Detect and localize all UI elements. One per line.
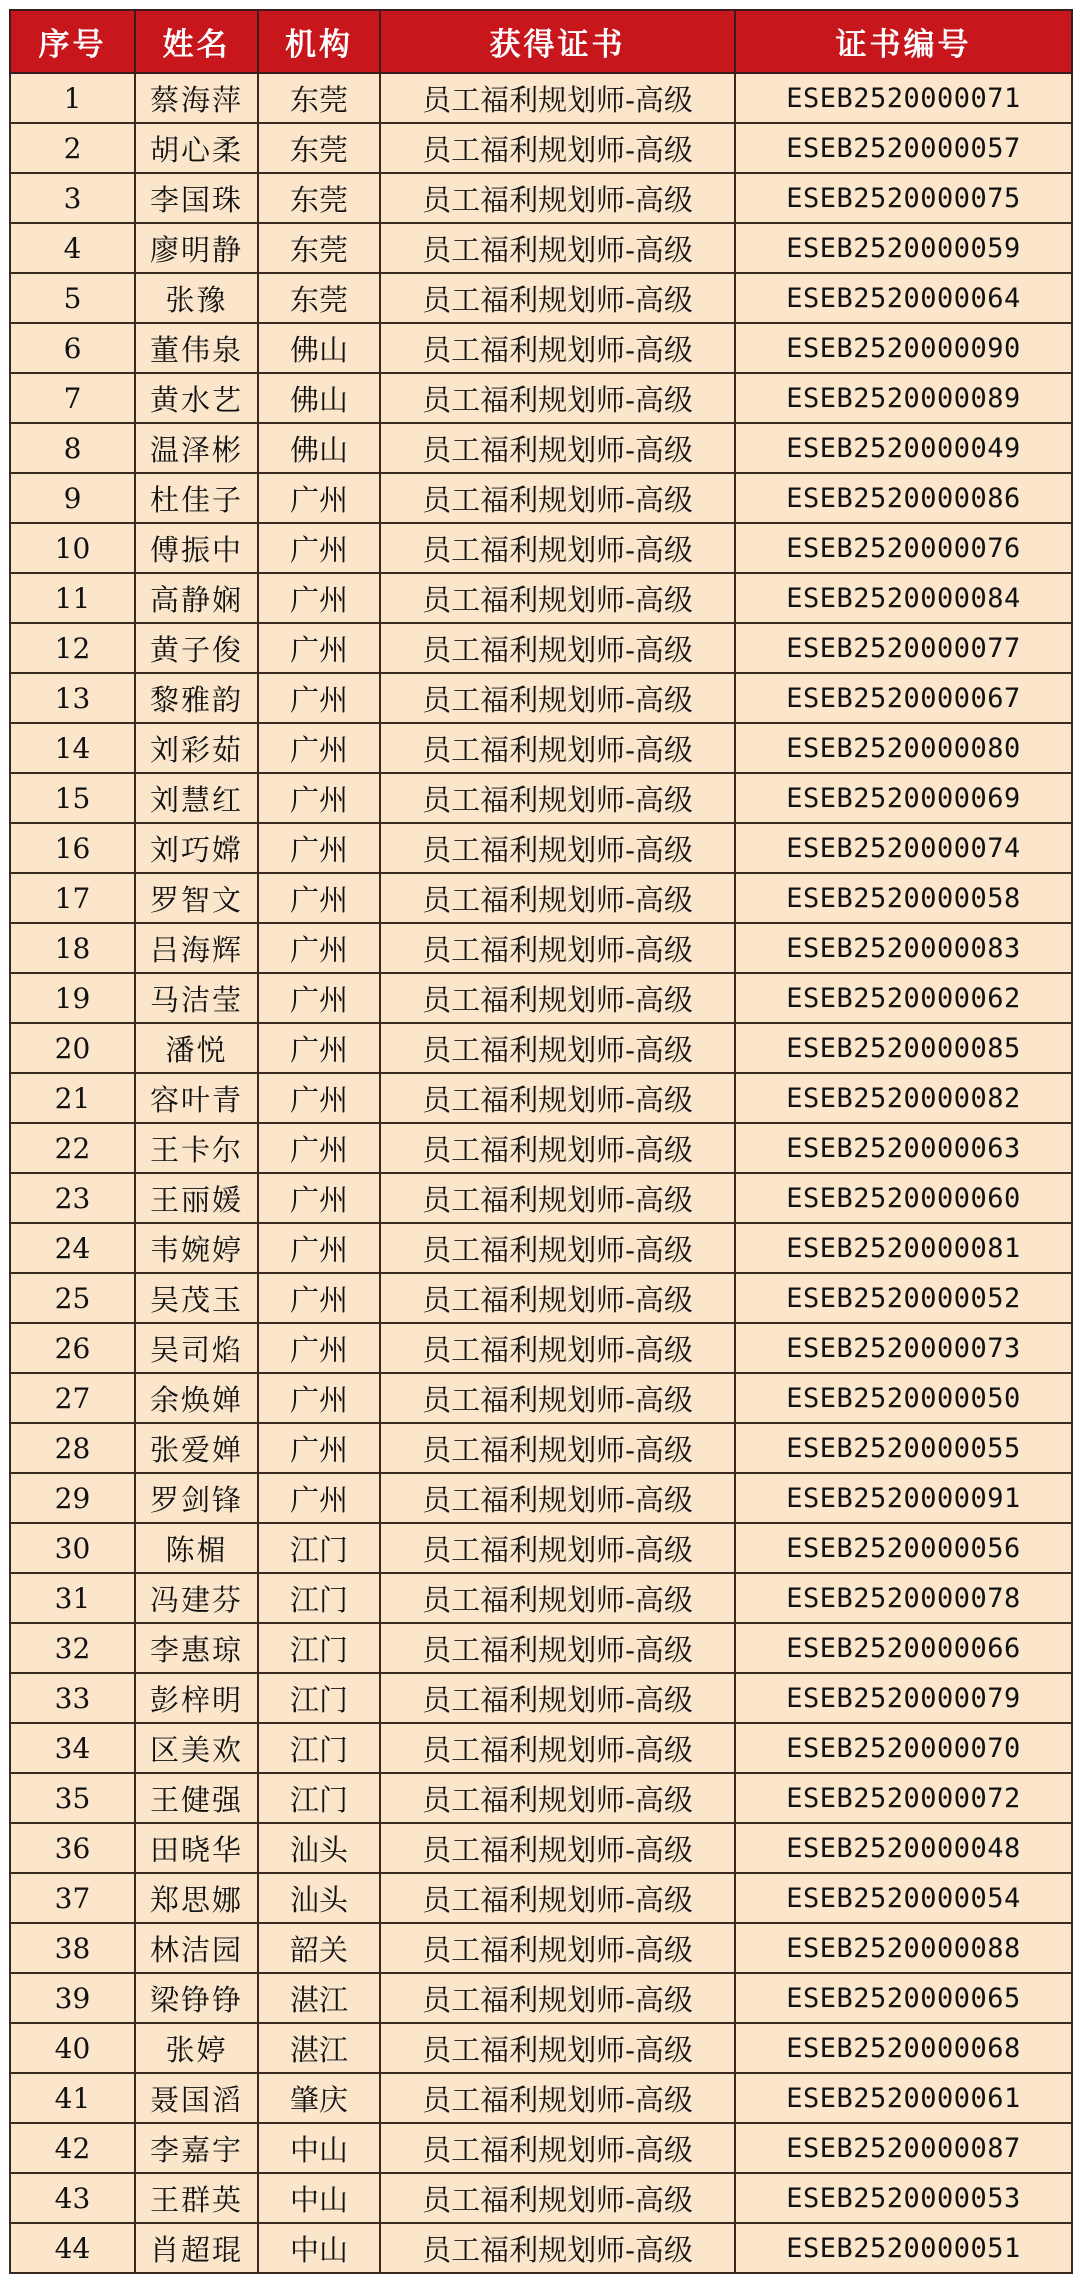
cell-certificate: 员工福利规划师-高级 (380, 1523, 735, 1573)
cell-certificate: 员工福利规划师-高级 (380, 1023, 735, 1073)
cell-name: 王卡尔 (135, 1123, 258, 1173)
cell-certificate: 员工福利规划师-高级 (380, 1273, 735, 1323)
table-header (10, 10, 1072, 73)
cell-certificate: 员工福利规划师-高级 (380, 2173, 735, 2223)
table-row (10, 123, 1072, 173)
cell-name: 刘慧红 (135, 773, 258, 823)
cell-name: 余焕婵 (135, 1373, 258, 1423)
cell-certificate-number: ESEB2520000078 (735, 1573, 1072, 1623)
cell-index: 32 (10, 1623, 135, 1673)
table-row (10, 1623, 1072, 1673)
cell-index: 40 (10, 2023, 135, 2073)
cell-name: 王健强 (135, 1773, 258, 1823)
cell-certificate-number: ESEB2520000073 (735, 1323, 1072, 1373)
cell-name: 张豫 (135, 273, 258, 323)
cell-certificate-number: ESEB2520000088 (735, 1923, 1072, 1973)
cell-branch: 广州 (258, 623, 380, 673)
cell-certificate-number: ESEB2520000050 (735, 1373, 1072, 1423)
cell-certificate: 员工福利规划师-高级 (380, 723, 735, 773)
table-row (10, 1273, 1072, 1323)
cell-name: 李国珠 (135, 173, 258, 223)
cell-certificate: 员工福利规划师-高级 (380, 773, 735, 823)
cell-certificate-number: ESEB2520000072 (735, 1773, 1072, 1823)
cell-certificate-number: ESEB2520000085 (735, 1023, 1072, 1073)
cell-name: 李嘉宇 (135, 2123, 258, 2173)
cell-index: 35 (10, 1773, 135, 1823)
cell-certificate-number: ESEB2520000076 (735, 523, 1072, 573)
cell-branch: 广州 (258, 573, 380, 623)
cell-certificate: 员工福利规划师-高级 (380, 823, 735, 873)
table-row (10, 1773, 1072, 1823)
cell-branch: 江门 (258, 1773, 380, 1823)
cell-certificate: 员工福利规划师-高级 (380, 123, 735, 173)
cell-certificate-number: ESEB2520000055 (735, 1423, 1072, 1473)
cell-certificate-number: ESEB2520000048 (735, 1823, 1072, 1873)
table-row (10, 1323, 1072, 1373)
table-row (10, 473, 1072, 523)
header-certificate-number: 证书编号 (735, 10, 1072, 73)
table-row (10, 1073, 1072, 1123)
cell-branch: 广州 (258, 1123, 380, 1173)
cell-name: 刘彩茹 (135, 723, 258, 773)
cell-index: 10 (10, 523, 135, 573)
table-row (10, 323, 1072, 373)
cell-name: 刘巧嫦 (135, 823, 258, 873)
cell-branch: 江门 (258, 1573, 380, 1623)
cell-name: 黎雅韵 (135, 673, 258, 723)
cell-certificate: 员工福利规划师-高级 (380, 2223, 735, 2273)
cell-certificate-number: ESEB2520000064 (735, 273, 1072, 323)
cell-name: 温泽彬 (135, 423, 258, 473)
cell-name: 罗剑锋 (135, 1473, 258, 1523)
cell-certificate: 员工福利规划师-高级 (380, 2073, 735, 2123)
cell-name: 黄子俊 (135, 623, 258, 673)
cell-branch: 东莞 (258, 273, 380, 323)
cell-name: 董伟泉 (135, 323, 258, 373)
cell-certificate: 员工福利规划师-高级 (380, 323, 735, 373)
cell-certificate: 员工福利规划师-高级 (380, 923, 735, 973)
cell-certificate-number: ESEB2520000090 (735, 323, 1072, 373)
cell-name: 冯建芬 (135, 1573, 258, 1623)
cell-certificate: 员工福利规划师-高级 (380, 573, 735, 623)
table-row (10, 273, 1072, 323)
cell-name: 吕海辉 (135, 923, 258, 973)
table-row (10, 1373, 1072, 1423)
cell-name: 傅振中 (135, 523, 258, 573)
cell-branch: 东莞 (258, 73, 380, 123)
table-row (10, 873, 1072, 923)
cell-index: 34 (10, 1723, 135, 1773)
cell-index: 22 (10, 1123, 135, 1173)
cell-index: 13 (10, 673, 135, 723)
cell-certificate: 员工福利规划师-高级 (380, 273, 735, 323)
cell-certificate-number: ESEB2520000058 (735, 873, 1072, 923)
cell-certificate-number: ESEB2520000052 (735, 1273, 1072, 1323)
cell-branch: 中山 (258, 2223, 380, 2273)
table-row (10, 2023, 1072, 2073)
cell-name: 杜佳子 (135, 473, 258, 523)
cell-name: 彭梓明 (135, 1673, 258, 1723)
cell-index: 44 (10, 2223, 135, 2273)
cell-certificate-number: ESEB2520000056 (735, 1523, 1072, 1573)
table-row (10, 573, 1072, 623)
cell-certificate-number: ESEB2520000059 (735, 223, 1072, 273)
cell-name: 肖超琨 (135, 2223, 258, 2273)
cell-certificate: 员工福利规划师-高级 (380, 623, 735, 673)
header-name: 姓名 (135, 10, 258, 73)
cell-certificate-number: ESEB2520000057 (735, 123, 1072, 173)
cell-name: 容叶青 (135, 1073, 258, 1123)
cell-branch: 广州 (258, 1223, 380, 1273)
cell-certificate-number: ESEB2520000080 (735, 723, 1072, 773)
table-row (10, 2073, 1072, 2123)
table-row (10, 1873, 1072, 1923)
table-row (10, 1723, 1072, 1773)
cell-branch: 广州 (258, 773, 380, 823)
cell-certificate-number: ESEB2520000061 (735, 2073, 1072, 2123)
cell-index: 30 (10, 1523, 135, 1573)
cell-certificate-number: ESEB2520000079 (735, 1673, 1072, 1723)
cell-branch: 广州 (258, 923, 380, 973)
cell-index: 27 (10, 1373, 135, 1423)
cell-certificate-number: ESEB2520000066 (735, 1623, 1072, 1673)
cell-index: 39 (10, 1973, 135, 2023)
cell-branch: 广州 (258, 1423, 380, 1473)
table-row (10, 1673, 1072, 1723)
cell-name: 林洁园 (135, 1923, 258, 1973)
cell-certificate: 员工福利规划师-高级 (380, 1973, 735, 2023)
cell-branch: 广州 (258, 473, 380, 523)
cell-certificate-number: ESEB2520000053 (735, 2173, 1072, 2223)
cell-certificate: 员工福利规划师-高级 (380, 673, 735, 723)
table-row (10, 73, 1072, 123)
cell-certificate-number: ESEB2520000082 (735, 1073, 1072, 1123)
cell-name: 潘悦 (135, 1023, 258, 1073)
cell-branch: 广州 (258, 1073, 380, 1123)
cell-branch: 广州 (258, 1023, 380, 1073)
cell-certificate: 员工福利规划师-高级 (380, 1723, 735, 1773)
cell-index: 19 (10, 973, 135, 1023)
cell-index: 1 (10, 73, 135, 123)
cell-certificate: 员工福利规划师-高级 (380, 173, 735, 223)
cell-certificate: 员工福利规划师-高级 (380, 1073, 735, 1123)
table-row (10, 1823, 1072, 1873)
cell-certificate-number: ESEB2520000062 (735, 973, 1072, 1023)
cell-name: 张婷 (135, 2023, 258, 2073)
cell-name: 黄水艺 (135, 373, 258, 423)
cell-certificate: 员工福利规划师-高级 (380, 1173, 735, 1223)
cell-certificate-number: ESEB2520000081 (735, 1223, 1072, 1273)
cell-name: 区美欢 (135, 1723, 258, 1773)
cell-certificate-number: ESEB2520000077 (735, 623, 1072, 673)
table-row (10, 1923, 1072, 1973)
cell-branch: 中山 (258, 2123, 380, 2173)
cell-branch: 韶关 (258, 1923, 380, 1973)
cell-name: 廖明静 (135, 223, 258, 273)
cell-branch: 佛山 (258, 373, 380, 423)
cell-certificate: 员工福利规划师-高级 (380, 1873, 735, 1923)
table-row (10, 1423, 1072, 1473)
cell-certificate: 员工福利规划师-高级 (380, 473, 735, 523)
cell-certificate: 员工福利规划师-高级 (380, 973, 735, 1023)
certificate-table (9, 9, 1073, 2274)
cell-certificate-number: ESEB2520000049 (735, 423, 1072, 473)
cell-certificate-number: ESEB2520000051 (735, 2223, 1072, 2273)
cell-branch: 汕头 (258, 1823, 380, 1873)
table-row (10, 973, 1072, 1023)
cell-branch: 东莞 (258, 223, 380, 273)
cell-index: 20 (10, 1023, 135, 1073)
cell-branch: 江门 (258, 1723, 380, 1773)
cell-certificate-number: ESEB2520000063 (735, 1123, 1072, 1173)
cell-name: 王丽媛 (135, 1173, 258, 1223)
cell-index: 17 (10, 873, 135, 923)
cell-index: 28 (10, 1423, 135, 1473)
cell-certificate-number: ESEB2520000060 (735, 1173, 1072, 1223)
table-row (10, 1123, 1072, 1173)
certificate-table-container (9, 9, 1071, 2274)
table-row (10, 1473, 1072, 1523)
cell-index: 21 (10, 1073, 135, 1123)
cell-index: 36 (10, 1823, 135, 1873)
cell-certificate: 员工福利规划师-高级 (380, 1423, 735, 1473)
cell-branch: 广州 (258, 523, 380, 573)
cell-index: 4 (10, 223, 135, 273)
cell-index: 16 (10, 823, 135, 873)
cell-certificate-number: ESEB2520000069 (735, 773, 1072, 823)
header-row (10, 10, 1072, 73)
cell-name: 聂国滔 (135, 2073, 258, 2123)
cell-index: 18 (10, 923, 135, 973)
cell-index: 14 (10, 723, 135, 773)
table-row (10, 2123, 1072, 2173)
cell-index: 25 (10, 1273, 135, 1323)
cell-branch: 广州 (258, 973, 380, 1023)
cell-name: 田晓华 (135, 1823, 258, 1873)
cell-branch: 江门 (258, 1623, 380, 1673)
cell-name: 张爱婵 (135, 1423, 258, 1473)
header-branch: 机构 (258, 10, 380, 73)
table-row (10, 1973, 1072, 2023)
cell-branch: 湛江 (258, 2023, 380, 2073)
cell-certificate: 员工福利规划师-高级 (380, 523, 735, 573)
cell-branch: 肇庆 (258, 2073, 380, 2123)
cell-index: 38 (10, 1923, 135, 1973)
cell-certificate-number: ESEB2520000067 (735, 673, 1072, 723)
cell-index: 11 (10, 573, 135, 623)
cell-name: 胡心柔 (135, 123, 258, 173)
table-row (10, 723, 1072, 773)
table-row (10, 673, 1072, 723)
cell-index: 3 (10, 173, 135, 223)
table-row (10, 423, 1072, 473)
cell-certificate: 员工福利规划师-高级 (380, 1673, 735, 1723)
table-row (10, 2173, 1072, 2223)
table-row (10, 1023, 1072, 1073)
cell-certificate-number: ESEB2520000087 (735, 2123, 1072, 2173)
cell-index: 2 (10, 123, 135, 173)
cell-index: 12 (10, 623, 135, 673)
cell-name: 王群英 (135, 2173, 258, 2223)
table-row (10, 223, 1072, 273)
header-certificate: 获得证书 (380, 10, 735, 73)
table-row (10, 1573, 1072, 1623)
table-row (10, 1523, 1072, 1573)
cell-certificate-number: ESEB2520000075 (735, 173, 1072, 223)
cell-certificate-number: ESEB2520000070 (735, 1723, 1072, 1773)
cell-index: 6 (10, 323, 135, 373)
table-row (10, 173, 1072, 223)
cell-certificate-number: ESEB2520000054 (735, 1873, 1072, 1923)
table-row (10, 823, 1072, 873)
cell-branch: 广州 (258, 1323, 380, 1373)
cell-branch: 广州 (258, 1373, 380, 1423)
header-index: 序号 (10, 10, 135, 73)
cell-certificate-number: ESEB2520000083 (735, 923, 1072, 973)
cell-index: 7 (10, 373, 135, 423)
cell-certificate-number: ESEB2520000071 (735, 73, 1072, 123)
table-row (10, 1173, 1072, 1223)
cell-certificate: 员工福利规划师-高级 (380, 1323, 735, 1373)
cell-certificate: 员工福利规划师-高级 (380, 1373, 735, 1423)
table-row (10, 923, 1072, 973)
cell-certificate: 员工福利规划师-高级 (380, 1623, 735, 1673)
cell-index: 5 (10, 273, 135, 323)
cell-index: 41 (10, 2073, 135, 2123)
cell-certificate-number: ESEB2520000086 (735, 473, 1072, 523)
cell-index: 33 (10, 1673, 135, 1723)
cell-certificate: 员工福利规划师-高级 (380, 1473, 735, 1523)
cell-branch: 江门 (258, 1673, 380, 1723)
cell-branch: 广州 (258, 1473, 380, 1523)
cell-index: 37 (10, 1873, 135, 1923)
cell-index: 43 (10, 2173, 135, 2223)
cell-name: 李惠琼 (135, 1623, 258, 1673)
cell-branch: 江门 (258, 1523, 380, 1573)
cell-index: 42 (10, 2123, 135, 2173)
cell-certificate-number: ESEB2520000084 (735, 573, 1072, 623)
table-row (10, 373, 1072, 423)
cell-certificate: 员工福利规划师-高级 (380, 873, 735, 923)
cell-branch: 湛江 (258, 1973, 380, 2023)
table-row (10, 773, 1072, 823)
cell-branch: 汕头 (258, 1873, 380, 1923)
cell-index: 23 (10, 1173, 135, 1223)
cell-certificate: 员工福利规划师-高级 (380, 1773, 735, 1823)
cell-index: 26 (10, 1323, 135, 1373)
cell-branch: 佛山 (258, 423, 380, 473)
cell-branch: 东莞 (258, 173, 380, 223)
cell-branch: 东莞 (258, 123, 380, 173)
cell-index: 9 (10, 473, 135, 523)
cell-certificate-number: ESEB2520000089 (735, 373, 1072, 423)
cell-branch: 广州 (258, 723, 380, 773)
cell-branch: 广州 (258, 873, 380, 923)
cell-certificate-number: ESEB2520000065 (735, 1973, 1072, 2023)
cell-certificate: 员工福利规划师-高级 (380, 2023, 735, 2073)
cell-name: 罗智文 (135, 873, 258, 923)
table-row (10, 2223, 1072, 2273)
cell-certificate-number: ESEB2520000068 (735, 2023, 1072, 2073)
cell-index: 24 (10, 1223, 135, 1273)
cell-name: 高静娴 (135, 573, 258, 623)
cell-certificate: 员工福利规划师-高级 (380, 423, 735, 473)
cell-certificate: 员工福利规划师-高级 (380, 1823, 735, 1873)
cell-name: 梁铮铮 (135, 1973, 258, 2023)
cell-branch: 中山 (258, 2173, 380, 2223)
cell-name: 蔡海萍 (135, 73, 258, 123)
cell-certificate-number: ESEB2520000091 (735, 1473, 1072, 1523)
cell-name: 郑思娜 (135, 1873, 258, 1923)
cell-index: 29 (10, 1473, 135, 1523)
cell-certificate: 员工福利规划师-高级 (380, 373, 735, 423)
cell-certificate: 员工福利规划师-高级 (380, 1223, 735, 1273)
cell-name: 陈楣 (135, 1523, 258, 1573)
cell-certificate: 员工福利规划师-高级 (380, 223, 735, 273)
cell-branch: 广州 (258, 673, 380, 723)
cell-certificate-number: ESEB2520000074 (735, 823, 1072, 873)
cell-certificate: 员工福利规划师-高级 (380, 1923, 735, 1973)
cell-branch: 佛山 (258, 323, 380, 373)
cell-name: 马洁莹 (135, 973, 258, 1023)
cell-certificate: 员工福利规划师-高级 (380, 2123, 735, 2173)
table-row (10, 623, 1072, 673)
cell-index: 15 (10, 773, 135, 823)
cell-name: 吴茂玉 (135, 1273, 258, 1323)
cell-index: 8 (10, 423, 135, 473)
table-row (10, 523, 1072, 573)
cell-certificate: 员工福利规划师-高级 (380, 73, 735, 123)
cell-name: 韦婉婷 (135, 1223, 258, 1273)
cell-name: 吴司焰 (135, 1323, 258, 1373)
cell-certificate: 员工福利规划师-高级 (380, 1123, 735, 1173)
cell-certificate: 员工福利规划师-高级 (380, 1573, 735, 1623)
cell-branch: 广州 (258, 1173, 380, 1223)
cell-branch: 广州 (258, 823, 380, 873)
cell-branch: 广州 (258, 1273, 380, 1323)
cell-index: 31 (10, 1573, 135, 1623)
table-body (10, 73, 1072, 2273)
table-row (10, 1223, 1072, 1273)
